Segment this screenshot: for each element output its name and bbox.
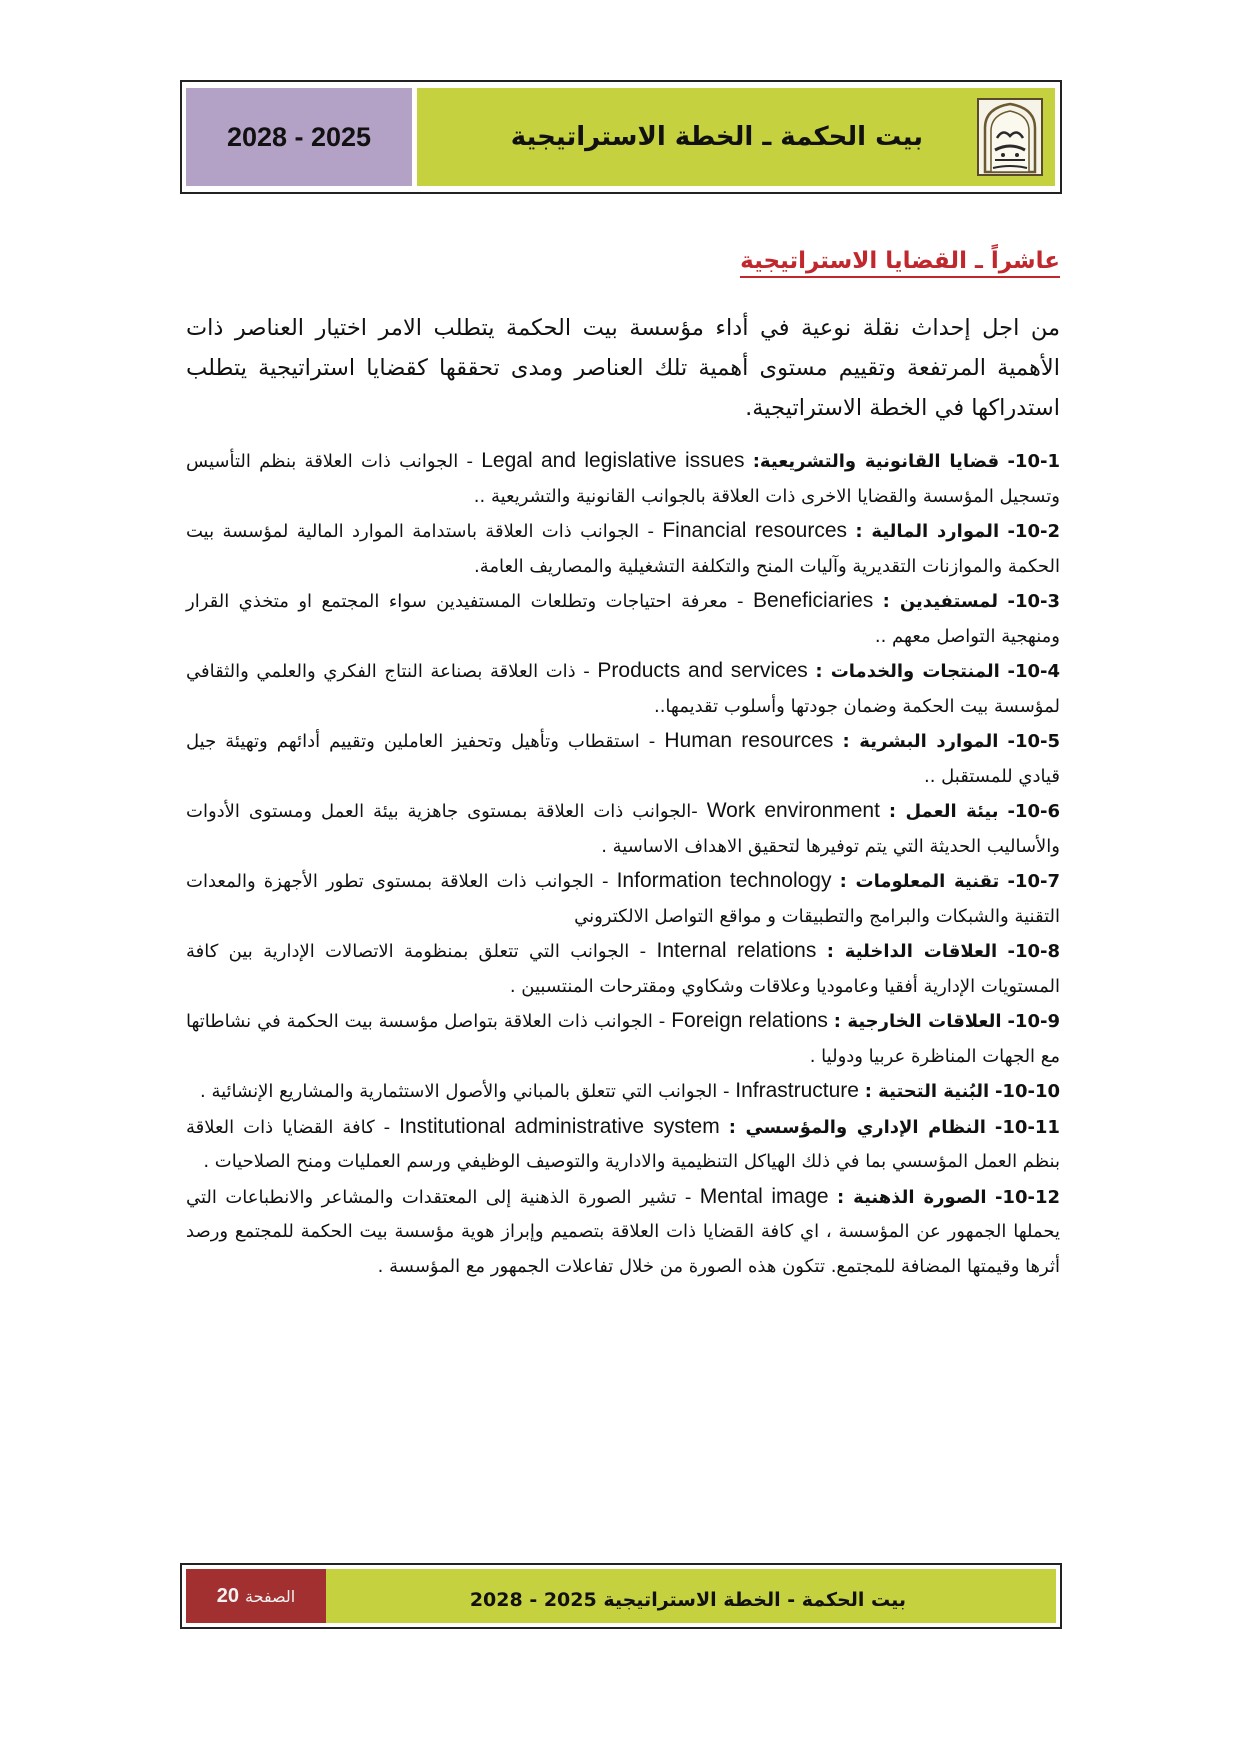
item-english-term: Work environment <box>706 799 880 822</box>
list-item <box>186 1074 1060 1110</box>
item-term: بيئة العمل : <box>888 801 999 822</box>
header-title-bar <box>417 88 1055 186</box>
item-term: الموارد المالية : <box>855 521 1000 542</box>
item-english-term: Financial resources <box>662 519 848 542</box>
item-number: 10-3- <box>1007 591 1060 612</box>
item-number: 10-12- <box>994 1186 1060 1208</box>
item-description: - تشير الصورة الذهنية إلى المعتقدات والمشاعر والانطباعات التي يحملها الجمهور عن المؤسسة ، اي كافة القضايا ذات العلاقة بتصميم وإبراز هوية مؤسسة بيت الحكمة للمجتمع ورصد أثرها وقيمتها المضافة للمجتمع. تتكون هذه الصورة من خلال تفاعلات الجمهور مع المؤسسة . <box>186 1186 1060 1277</box>
item-term: المنتجات والخدمات : <box>815 661 1000 682</box>
header-title: بيت الحكمة ـ الخطة الاستراتيجية <box>510 122 923 152</box>
item-english-term: Beneficiaries <box>752 589 874 612</box>
page-number: 20 <box>216 1584 240 1607</box>
item-english-term: Human resources <box>664 729 834 752</box>
item-number: 10-7- <box>1007 871 1060 892</box>
item-term: العلاقات الخارجية : <box>833 1011 1002 1032</box>
item-english-term: Products and services <box>597 659 808 682</box>
item-description: - الجوانب ذات العلاقة بمستوى تطور الأجهزة والمعدات التقنية والشبكات والبرامج والتطبيقات و مواقع التواصل الالكتروني <box>186 871 1060 927</box>
item-english-term: Mental image <box>699 1184 829 1208</box>
item-english-term: Information technology <box>616 869 832 892</box>
item-term: قضايا القانونية والتشريعية: <box>752 451 1000 472</box>
item-term: لمستفيدين : <box>882 591 999 612</box>
intro-paragraph: من اجل إحداث نقلة نوعية في أداء مؤسسة بيت الحكمة يتطلب الامر اختيار العناصر ذات الأهمية المرتفعة وتقييم مستوى أهمية تلك العناصر ومدى تحققها كقضايا استراتيجية يتطلب استدراكها في الخطة الاستراتيجية. <box>186 315 1060 421</box>
item-term: الموارد البشرية : <box>842 731 999 752</box>
item-description: - استقطاب وتأهيل وتحفيز العاملين وتقييم أدائهم وتهيئة جيل قيادي للمستقبل .. <box>186 731 1060 787</box>
bayt-al-hikma-logo-icon <box>977 98 1043 176</box>
section-heading: عاشراً ـ القضايا الاستراتيجية <box>740 248 1060 278</box>
item-term: تقنية المعلومات : <box>839 871 1000 892</box>
list-item <box>186 794 1060 864</box>
list-item <box>186 444 1060 514</box>
page-header <box>180 80 1062 194</box>
item-number: 10-4- <box>1007 661 1060 682</box>
list-item <box>186 654 1060 724</box>
item-number: 10-11- <box>994 1116 1060 1138</box>
page-footer <box>180 1563 1062 1629</box>
footer-title: بيت الحكمة - الخطة الاستراتيجية 2025 - 2028 <box>469 1589 906 1611</box>
item-term: الصورة الذهنية : <box>837 1186 987 1208</box>
strategic-issues-list <box>186 444 1060 1284</box>
item-number: 10-8- <box>1007 941 1060 962</box>
list-item <box>186 1004 1060 1074</box>
list-item <box>186 934 1060 1004</box>
list-item <box>186 724 1060 794</box>
list-item <box>186 584 1060 654</box>
item-term: النظام الإداري والمؤسسي : <box>728 1116 986 1138</box>
item-english-term: Legal and legislative issues <box>481 449 745 472</box>
item-english-term: Infrastructure <box>735 1079 859 1102</box>
item-description: - كافة القضايا ذات العلاقة بنظم العمل المؤسسي بما في ذلك الهياكل التنظيمية والادارية والتوصيف الوظيفي ورسم العمليات ومنح الصلاحيات . <box>186 1116 1060 1172</box>
list-item <box>186 864 1060 934</box>
header-years-text: 2028 - 2025 <box>226 121 372 152</box>
item-description: - الجوانب التي تتعلق بالمباني والأصول الاستثمارية والمشاريع الإنشائية . <box>200 1081 730 1102</box>
item-english-term: Internal relations <box>656 939 817 962</box>
page-label: الصفحة <box>245 1586 296 1606</box>
item-term: البُنية التحتية : <box>864 1081 990 1102</box>
item-description: - ذات العلاقة بصناعة النتاج الفكري والعلمي والثقافي لمؤسسة بيت الحكمة وضمان جودتها وأسلوب تقديمها.. <box>186 661 1060 717</box>
item-number: 10-6- <box>1007 801 1060 822</box>
page-number-badge <box>186 1569 326 1623</box>
item-number: 10-10- <box>994 1081 1060 1102</box>
item-description: - معرفة احتياجات وتطلعات المستفيدين سواء المجتمع او متخذي القرار ومنهجية التواصل معهم .. <box>186 591 1060 647</box>
item-english-term: Foreign relations <box>671 1009 828 1032</box>
item-number: 10-5- <box>1007 731 1060 752</box>
list-item <box>186 1110 1060 1180</box>
list-item <box>186 1180 1060 1285</box>
item-description: - الجوانب ذات العلاقة بنظم التأسيس وتسجيل المؤسسة والقضايا الاخرى ذات العلاقة بالجوانب القانونية والتشريعية .. <box>186 451 1060 507</box>
item-number: 10-1- <box>1007 451 1060 472</box>
list-item <box>186 514 1060 584</box>
item-number: 10-2- <box>1007 521 1060 542</box>
item-english-term: Institutional administrative system <box>399 1114 720 1138</box>
item-description: - الجوانب التي تتعلق بمنظومة الاتصالات الإدارية بين كافة المستويات الإدارية أفقيا وعاموديا وعلاقات وشكاوي ومقترحات المنتسبين . <box>186 941 1060 997</box>
header-years <box>186 88 412 186</box>
item-description: -الجوانب ذات العلاقة بمستوى جاهزية بيئة العمل ومستوى الأدوات والأساليب الحديثة التي يتم توفيرها لتحقيق الاهداف الاساسية . <box>186 801 1060 857</box>
item-term: العلاقات الداخلية : <box>826 941 998 962</box>
item-number: 10-9- <box>1007 1011 1060 1032</box>
item-description: - الجوانب ذات العلاقة باستدامة الموارد المالية لمؤسسة بيت الحكمة والموازنات التقديرية وآليات المنح والتكلفة التشغيلية والمصاريف العامة. <box>186 521 1060 577</box>
item-description: - الجوانب ذات العلاقة بتواصل مؤسسة بيت الحكمة في نشاطاتها مع الجهات المناظرة عربيا ودوليا . <box>186 1011 1060 1067</box>
